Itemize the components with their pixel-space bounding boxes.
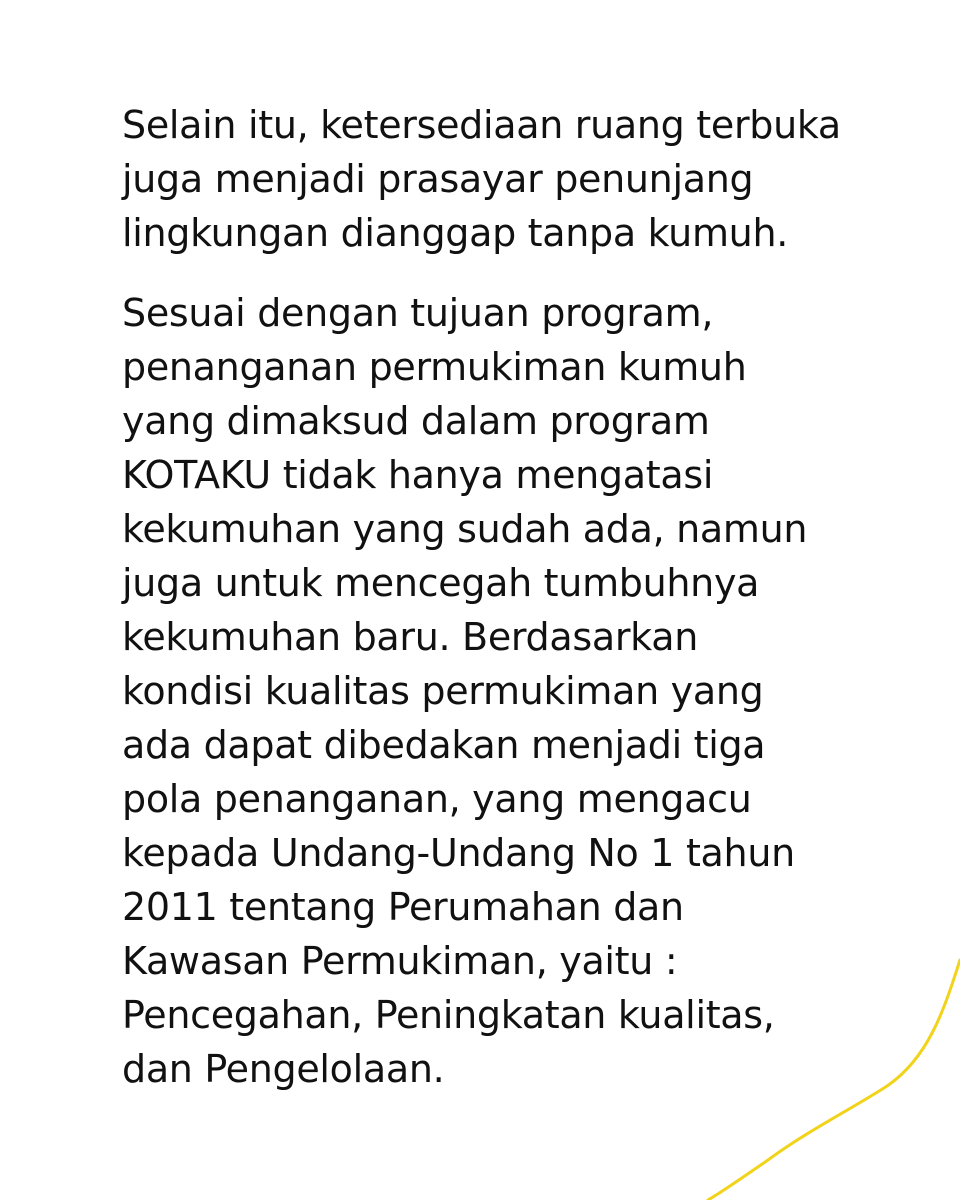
text-line: kondisi kualitas permukiman yang [122, 669, 764, 713]
text-line: Sesuai dengan tujuan program, [122, 291, 714, 335]
text-line: KOTAKU tidak hanya mengatasi [122, 453, 714, 497]
text-line: kekumuhan baru. Berdasarkan [122, 615, 698, 659]
text-line: Kawasan Permukiman, yaitu : [122, 939, 678, 983]
text-body [122, 98, 922, 1096]
text-line: penanganan permukiman kumuh [122, 345, 747, 389]
text-line: Selain itu, ketersediaan ruang terbuka [122, 103, 841, 147]
paragraph-2 [122, 286, 922, 1096]
text-line: kepada Undang-Undang No 1 tahun [122, 831, 795, 875]
text-line: yang dimaksud dalam program [122, 399, 710, 443]
text-line: Pencegahan, Peningkatan kualitas, [122, 993, 775, 1037]
text-line: dan Pengelolaan. [122, 1047, 445, 1091]
text-line: lingkungan dianggap tanpa kumuh. [122, 211, 789, 255]
text-line: juga menjadi prasayar penunjang [122, 157, 754, 201]
text-line: 2011 tentang Perumahan dan [122, 885, 684, 929]
text-line: juga untuk mencegah tumbuhnya [122, 561, 760, 605]
paragraph-1 [122, 98, 922, 260]
text-line: pola penanganan, yang mengacu [122, 777, 752, 821]
text-line: ada dapat dibedakan menjadi tiga [122, 723, 766, 767]
text-line: kekumuhan yang sudah ada, namun [122, 507, 808, 551]
